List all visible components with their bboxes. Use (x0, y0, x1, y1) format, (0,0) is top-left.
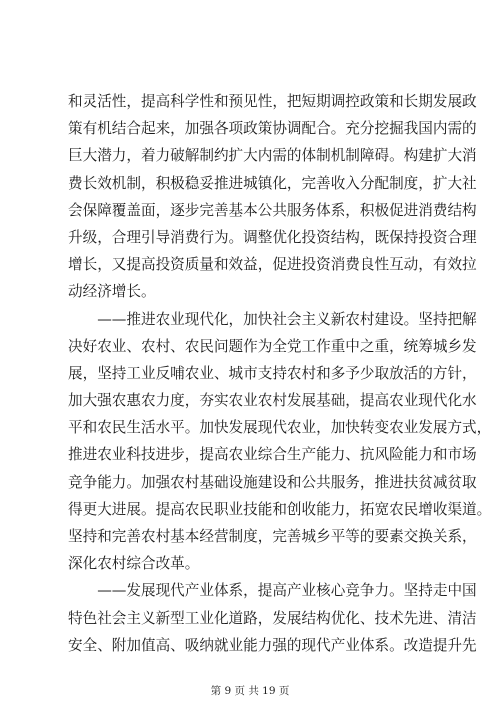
text-line: 动经济增长。 (68, 283, 156, 301)
text-line: ——推进农业现代化，加快社会主义新农村建设。坚持把解 (68, 310, 477, 328)
text-line: 坚持和完善农村基本经营制度，完善城乡平等的要素交换关系， (68, 528, 477, 545)
text-line: 增长，又提高投资质量和效益，促进投资消费良性互动，有效拉 (68, 256, 477, 274)
text-line: 和灵活性，提高科学性和预见性，把短期调控政策和长期发展政 (68, 93, 477, 110)
text-line: 推进农业科技进步，提高农业综合生产能力、抗风险能力和市场 (68, 446, 477, 464)
text-line: 得更大进展。提高农民职业技能和创收能力，拓宽农民增收渠道。 (68, 500, 492, 518)
text-line: 安全、附加值高、吸纳就业能力强的现代产业体系。改造提升先 (68, 636, 477, 654)
text-line: 加大强农惠农力度，夯实农业农村发展基础，提高农业现代化水 (68, 392, 477, 410)
text-line: 深化农村综合改革。 (68, 555, 200, 573)
text-line: 展，坚持工业反哺农业、城市支持农村和多予少取放活的方针， (68, 364, 477, 382)
text-line: 特色社会主义新型工业化道路，发展结构优化、技术先进、清洁 (68, 609, 477, 627)
text-line: ——发展现代产业体系，提高产业核心竞争力。坚持走中国 (68, 582, 477, 600)
body-text (68, 88, 492, 659)
text-line: 平和农民生活水平。加快发展现代农业，加快转变农业发展方式， (68, 419, 492, 437)
text-line: 竞争能力。加强农村基础设施建设和公共服务，推进扶贫减贫取 (68, 473, 477, 491)
text-line: 决好农业、农村、农民问题作为全党工作重中之重，统筹城乡发 (68, 337, 477, 355)
text-line: 升级，合理引导消费行为。调整优化投资结构，既保持投资合理 (68, 228, 477, 246)
text-line: 费长效机制，积极稳妥推进城镇化，完善收入分配制度，扩大社 (68, 174, 477, 192)
page-number-footer: 第 9 页 共 19 页 (210, 685, 290, 697)
text-line: 策有机结合起来，加强各项政策协调配合。充分挖掘我国内需的 (68, 120, 477, 138)
text-line: 会保障覆盖面，逐步完善基本公共服务体系，积极促进消费结构 (68, 201, 477, 219)
text-line: 巨大潜力，着力破解制约扩大内需的体制机制障碍。构建扩大消 (68, 147, 477, 165)
